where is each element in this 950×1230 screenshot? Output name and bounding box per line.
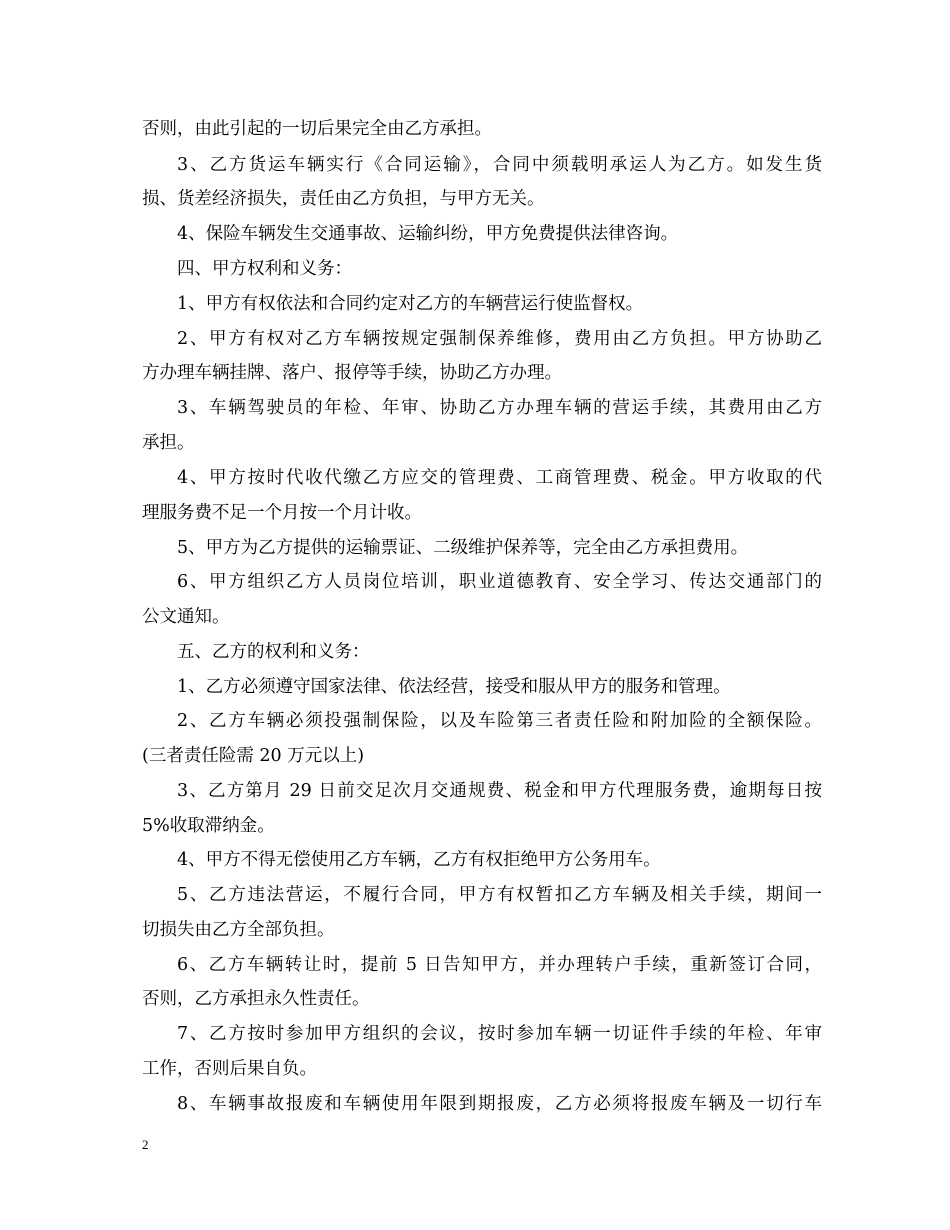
text-line: 方办理车辆挂牌、落户、报停等手续，协助乙方办理。 bbox=[142, 363, 562, 383]
text-line: 1、甲方有权依法和合同约定对乙方的车辆营运行使监督权。 bbox=[177, 294, 644, 314]
text-line: 6、甲方组织乙方人员岗位培训，职业道德教育、安全学习、传达交通部门的 bbox=[177, 572, 822, 592]
section-heading: 四、甲方权利和义务： bbox=[177, 259, 352, 279]
text-line: 切损失由乙方全部负担。 bbox=[142, 920, 335, 940]
text-line: 2、甲方有权对乙方车辆按规定强制保养维修，费用由乙方负担。甲方协助乙 bbox=[177, 329, 822, 349]
text-line: 1、乙方必须遵守国家法律、依法经营，接受和服从甲方的服务和管理。 bbox=[177, 677, 731, 697]
text-line: 承担。 bbox=[142, 433, 195, 453]
text-line: 5、甲方为乙方提供的运输票证、二级维护保养等，完全由乙方承担费用。 bbox=[177, 538, 749, 558]
text-line: 理服务费不足一个月按一个月计收。 bbox=[142, 503, 422, 523]
text-line: 否则，乙方承担永久性责任。 bbox=[142, 989, 370, 1009]
text-line: 否则，由此引起的一切后果完全由乙方承担。 bbox=[142, 119, 492, 139]
text-line: 损、货差经济损失，责任由乙方负担，与甲方无关。 bbox=[142, 189, 545, 209]
text-line: 3、乙方货运车辆实行《合同运输》，合同中须载明承运人为乙方。如发生货 bbox=[177, 155, 822, 175]
text-line: (三者责任险需 20 万元以上) bbox=[142, 746, 365, 766]
text-line: 5、乙方违法营运，不履行合同，甲方有权暂扣乙方车辆及相关手续，期间一 bbox=[177, 885, 822, 905]
page-number: 2 bbox=[142, 1137, 149, 1152]
text-line: 4、甲方不得无偿使用乙方车辆，乙方有权拒绝甲方公务用车。 bbox=[177, 850, 661, 870]
text-line: 7、乙方按时参加甲方组织的会议，按时参加车辆一切证件手续的年检、年审 bbox=[177, 1024, 822, 1044]
text-line: 3、车辆驾驶员的年检、年审、协助乙方办理车辆的营运手续，其费用由乙方 bbox=[177, 398, 822, 418]
section-heading: 五、乙方的权利和义务： bbox=[177, 642, 370, 662]
text-line: 2、乙方车辆必须投强制保险，以及车险第三者责任险和附加险的全额保险。 bbox=[177, 711, 822, 731]
text-line: 5%收取滞纳金。 bbox=[142, 816, 275, 836]
text-line: 6、乙方车辆转让时，提前 5 日告知甲方，并办理转户手续，重新签订合同， bbox=[177, 955, 822, 975]
text-line: 4、保险车辆发生交通事故、运输纠纷，甲方免费提供法律咨询。 bbox=[177, 224, 679, 244]
text-line: 3、乙方第月 29 日前交足次月交通规费、税金和甲方代理服务费，逾期每日按 bbox=[177, 781, 822, 801]
text-line: 4、甲方按时代收代缴乙方应交的管理费、工商管理费、税金。甲方收取的代 bbox=[177, 468, 822, 488]
text-line: 公文通知。 bbox=[142, 607, 230, 627]
text-line: 8、车辆事故报废和车辆使用年限到期报废，乙方必须将报废车辆及一切行车 bbox=[177, 1094, 822, 1114]
text-line: 工作，否则后果自负。 bbox=[142, 1059, 317, 1079]
